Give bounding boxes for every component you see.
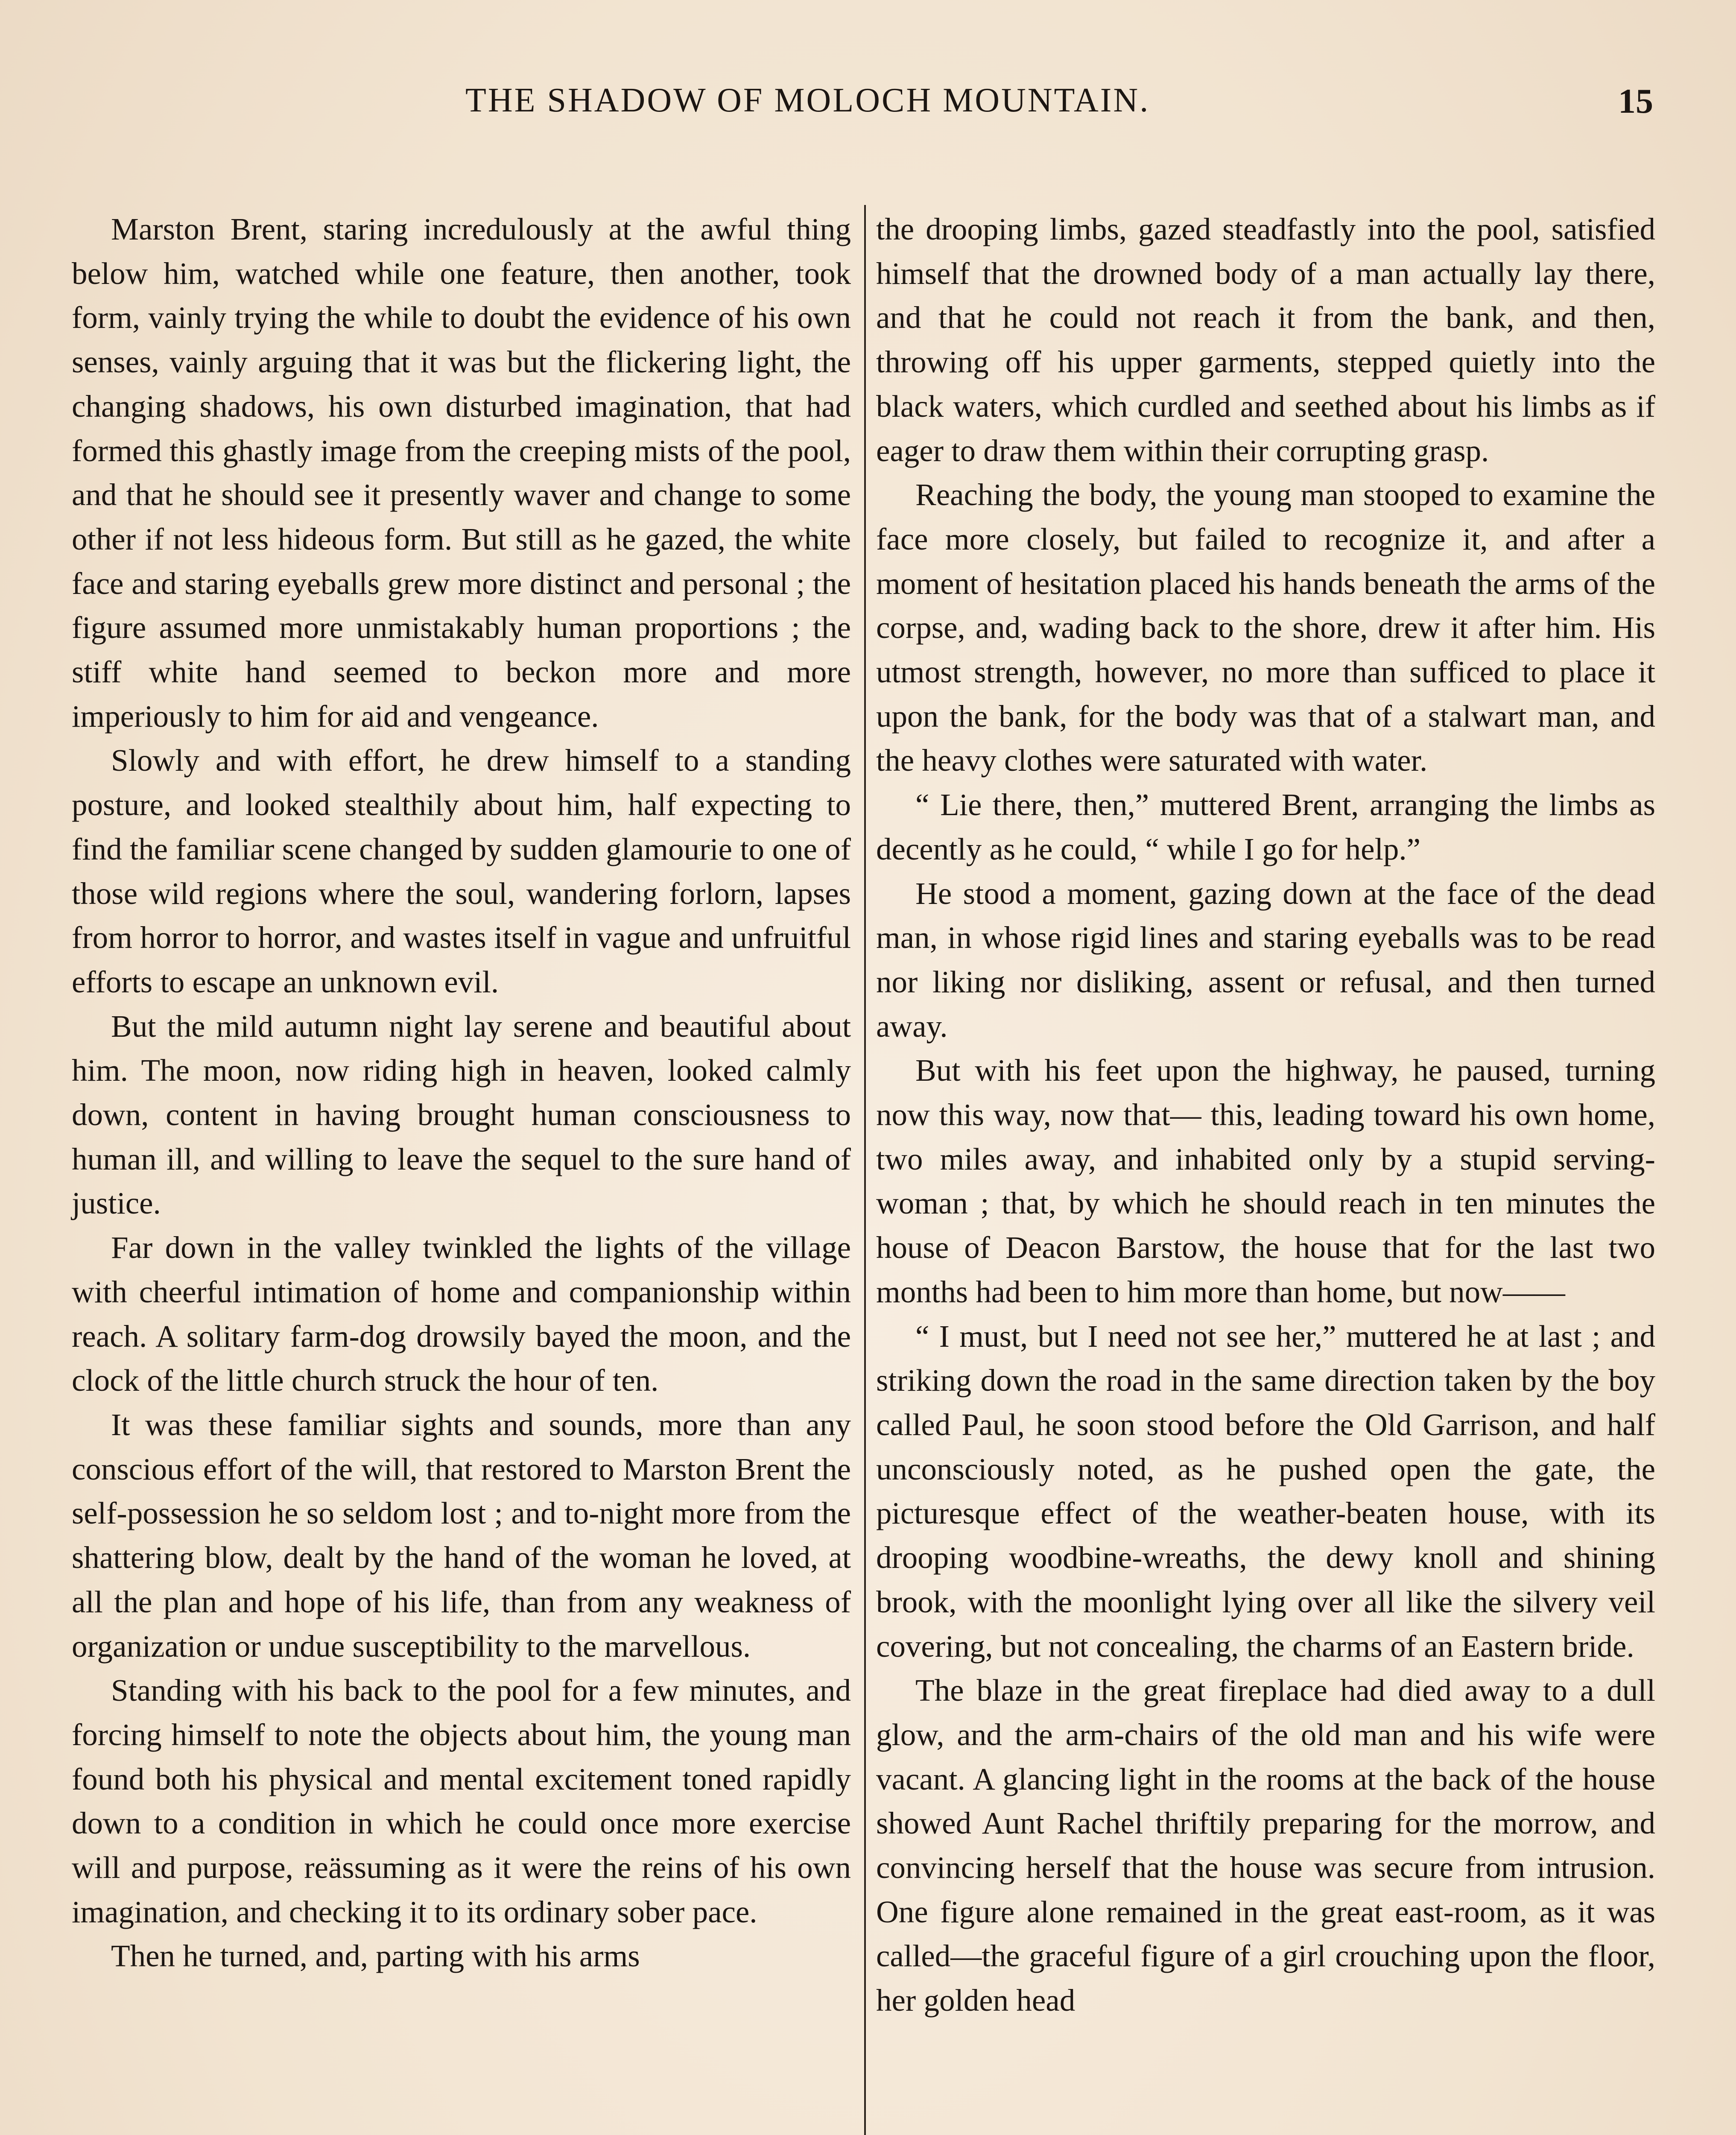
running-head: THE SHADOW OF MOLOCH MOUNTAIN.: [465, 82, 1150, 119]
paragraph: Slowly and with effort, he drew himself to a standing posture, and looked stealthily about him, half expecting to find the familiar scene changed by sudden glamourie to one of those wild regions where the soul, wandering forlorn, lapses from horror to horror, and wastes itself in vague and unfruitful efforts to escape an unknown evil.: [72, 743, 851, 999]
paragraph: But the mild autumn night lay serene and beautiful about him. The moon, now riding high in heaven, looked calmly down, content in having brought human consciousness to human ill, and willing to leave the sequel to the sure hand of justice.: [72, 1009, 851, 1221]
paragraph: But with his feet upon the highway, he paused, turning now this way, now that— this, leading toward his own home, two miles away, and inhabited only by a stupid serving-woman ; that, by which he should reach in ten minutes the house of Deacon Barstow, the house that for the last two months had been to him more than home, but now——: [876, 1053, 1655, 1309]
paragraph: The blaze in the great fireplace had died away to a dull glow, and the arm-chairs of the old man and his wife were vacant. A glancing light in the rooms at the back of the house showed Aunt Rachel thriftily preparing for the morrow, and convincing herself that the house was secure from intrusion. One figure alone remained in the great east-room, as it was called—the graceful figure of a girl crouching upon the floor, her golden head: [876, 1673, 1655, 2018]
page-number: 15: [1618, 82, 1653, 120]
column-divider: [864, 205, 866, 2135]
paragraph: “ Lie there, then,” muttered Brent, arranging the limbs as decently as he could, “ while I go for help.”: [876, 787, 1655, 866]
left-column: [72, 207, 851, 1978]
paragraph: Marston Brent, staring incredulously at the awful thing below him, watched while one feature, then another, took form, vainly trying the while to doubt the evidence of his own senses, vainly arguing that it was but the flickering light, the changing shadows, his own disturbed imagination, that had formed this ghastly image from the creeping mists of the pool, and that he should see it presently waver and change to some other if not less hideous form. But still as he gazed, the white face and staring eyeballs grew more distinct and personal ; the figure assumed more unmistakably human proportions ; the stiff white hand seemed to beckon more and more imperiously to him for aid and vengeance.: [72, 212, 851, 734]
paragraph: Far down in the valley twinkled the lights of the village with cheerful intimation of home and companionship within reach. A solitary farm-dog drowsily bayed the moon, and the clock of the little church struck the hour of ten.: [72, 1230, 851, 1398]
paragraph: Then he turned, and, parting with his arms: [111, 1939, 640, 1974]
paragraph: He stood a moment, gazing down at the face of the dead man, in whose rigid lines and staring eyeballs was to be read nor liking nor disliking, assent or refusal, and then turned away.: [876, 876, 1655, 1044]
paragraph: “ I must, but I need not see her,” muttered he at last ; and striking down the road in the same direction taken by the boy called Paul, he soon stood before the Old Garrison, and half unconsciously noted, as he pushed open the gate, the picturesque effect of the weather-beaten house, with its drooping woodbine-wreaths, the dewy knoll and shining brook, with the moonlight lying over all like the silvery veil covering, but not concealing, the charms of an Eastern bride.: [876, 1319, 1655, 1664]
paragraph: It was these familiar sights and sounds, more than any conscious effort of the will, that restored to Marston Brent the self-possession he so seldom lost ; and to-night more from the shattering blow, dealt by the hand of the woman he loved, at all the plan and hope of his life, than from any weakness of organization or undue susceptibility to the marvellous.: [72, 1407, 851, 1664]
paragraph-continued: the drooping limbs, gazed steadfastly into the pool, satisfied himself that the drowned body of a man actually lay there, and that he could not reach it from the bank, and then, throwing off his upper garments, stepped quietly into the black waters, which curdled and seethed about his limbs as if eager to draw them within their corrupting grasp.: [876, 212, 1655, 468]
right-column: [876, 207, 1655, 2023]
paragraph: Standing with his back to the pool for a few minutes, and forcing himself to note the objects about him, the young man found both his physical and mental excitement toned rapidly down to a condition in which he could once more exercise will and purpose, reässuming as it were the reins of his own imagination, and checking it to its ordinary sober pace.: [72, 1673, 851, 1929]
paragraph: Reaching the body, the young man stooped to examine the face more closely, but failed to recognize it, and after a moment of hesitation placed his hands beneath the arms of the corpse, and, wading back to the shore, drew it after him. His utmost strength, however, no more than sufficed to place it upon the bank, for the body was that of a stalwart man, and the heavy clothes were saturated with water.: [876, 477, 1655, 778]
